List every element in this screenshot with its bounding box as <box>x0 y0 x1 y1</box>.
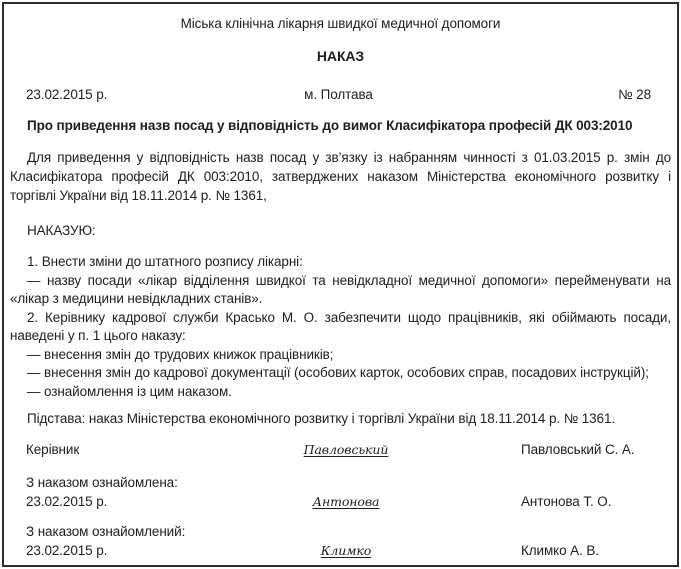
acknowledgement-label: З наказом ознайомлений: <box>26 524 186 539</box>
signature-full-name: Антонова Т. О. <box>521 494 612 509</box>
order-document-page <box>2 2 679 567</box>
order-item: — внесення змін до кадрової документації (особових карток, особових справ, посадових інструкцій); <box>27 365 649 380</box>
document-type-heading: НАКАЗ <box>316 48 365 64</box>
signature-full-name: Павловський С. А. <box>521 442 635 457</box>
signature-full-name: Климко А. В. <box>521 543 599 558</box>
order-item: — назву посади «лікар відділення швидкої та невідкладної медичної допомоги» перейменувати на «лікар з медицини невідкладних станів». <box>10 272 671 306</box>
acknowledgement-label: З наказом ознайомлена: <box>26 475 178 490</box>
acknowledgement-date: 23.02.2015 р. <box>26 543 108 558</box>
handwritten-signature: Павловський <box>303 442 389 457</box>
organization-name: Міська клінічна лікарня швидкої медичної допомоги <box>180 16 501 31</box>
order-item: — внесення змін до трудових книжок працівників; <box>27 346 334 362</box>
document-number: № 28 <box>618 87 651 102</box>
basis-line: Підстава: наказ Міністерства економічного розвитку і торгівлі України від 18.11.2014 р. № 1361. <box>27 411 616 426</box>
acknowledgement-date: 23.02.2015 р. <box>26 494 108 509</box>
signature-role-label: Керівник <box>26 442 80 457</box>
signature-row-acknowledged-2 <box>10 541 671 560</box>
order-item: — ознайомлення із цим наказом. <box>27 383 232 399</box>
handwritten-signature: Антонова <box>312 494 380 509</box>
order-item: 2. Керівнику кадрової служби Красько М. О. забезпечити щодо працівників, які обіймають посади, наведені у п. 1 цього наказу: <box>10 309 671 343</box>
signature-row-acknowledged-1 <box>10 492 671 511</box>
signature-row-head <box>10 440 671 459</box>
order-items-list <box>10 253 671 401</box>
document-meta-row <box>10 85 671 104</box>
document-subject: Про приведення назв посад у відповідність до вимог Класифікатора професій ДК 003:2010 <box>27 118 633 133</box>
handwritten-signature: Климко <box>320 543 372 558</box>
order-item: 1. Внести зміни до штатного розпису лікарні: <box>27 254 303 269</box>
order-word: НАКАЗУЮ: <box>27 223 96 238</box>
document-date: 23.02.2015 р. <box>26 87 108 102</box>
document-place: м. Полтава <box>304 87 373 102</box>
preamble-paragraph: Для приведення у відповідність назв посад у зв’язку із набранням чинності з 01.03.2015 р. змін до Класифікатора професій ДК 003:2010, затверджених наказом Міністерства економічного розвитку і торгівлі України від 18.11.2014 р. № 1361, <box>10 150 671 203</box>
